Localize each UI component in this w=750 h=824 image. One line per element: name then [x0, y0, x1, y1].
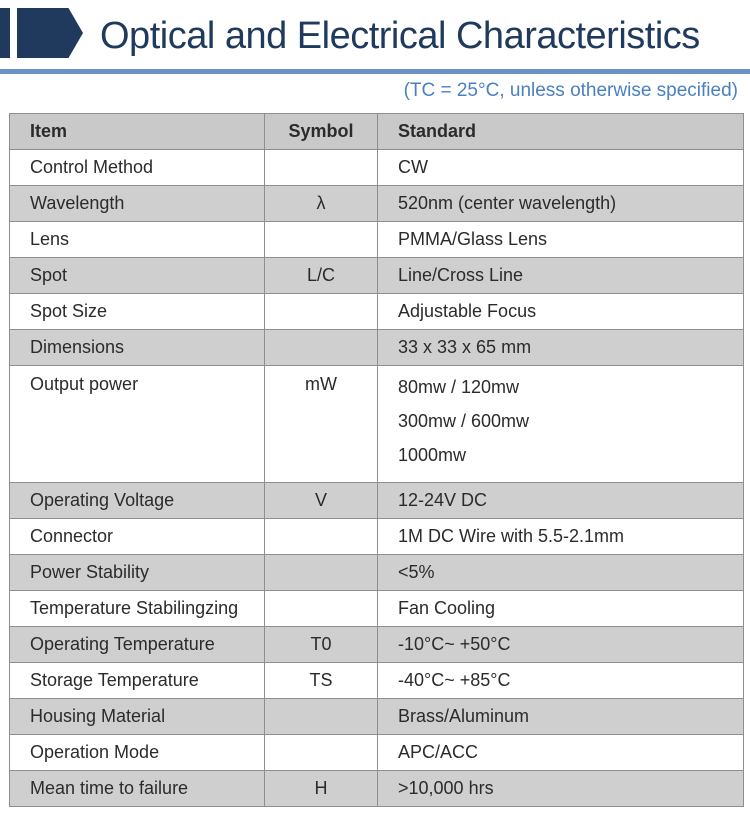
item-cell: Connector: [10, 519, 265, 555]
standard-cell: Brass/Aluminum: [378, 699, 744, 735]
item-cell: Spot: [10, 258, 265, 294]
item-cell: Operating Temperature: [10, 627, 265, 663]
item-cell: Operation Mode: [10, 735, 265, 771]
standard-cell: -40°C~ +85°C: [378, 663, 744, 699]
item-cell: Output power: [10, 366, 265, 483]
table-header-row: [10, 114, 744, 150]
item-cell: Mean time to failure: [10, 771, 265, 807]
table-row: [10, 483, 744, 519]
table-row: [10, 663, 744, 699]
symbol-cell: [265, 150, 378, 186]
item-cell: Spot Size: [10, 294, 265, 330]
standard-value-line: 80mw / 120mw: [398, 377, 520, 397]
table-row: [10, 735, 744, 771]
table-row: [10, 591, 744, 627]
symbol-cell: H: [265, 771, 378, 807]
item-cell: Power Stability: [10, 555, 265, 591]
standard-cell: 520nm (center wavelength): [378, 186, 744, 222]
table-row: [10, 330, 744, 366]
standard-cell: -10°C~ +50°C: [378, 627, 744, 663]
header-bar-decoration: [0, 8, 10, 58]
symbol-cell: [265, 330, 378, 366]
page-title: Optical and Electrical Characteristics: [100, 15, 700, 57]
symbol-cell: [265, 222, 378, 258]
table-row: [10, 186, 744, 222]
specification-table: [9, 113, 744, 807]
symbol-cell: T0: [265, 627, 378, 663]
standard-cell: APC/ACC: [378, 735, 744, 771]
item-cell: Storage Temperature: [10, 663, 265, 699]
table-row: [10, 258, 744, 294]
symbol-cell: [265, 519, 378, 555]
symbol-cell: L/C: [265, 258, 378, 294]
symbol-cell: V: [265, 483, 378, 519]
symbol-cell: [265, 555, 378, 591]
item-cell: Housing Material: [10, 699, 265, 735]
table-row: [10, 555, 744, 591]
item-cell: Temperature Stabilingzing: [10, 591, 265, 627]
standard-value-line: 300mw / 600mw: [398, 411, 530, 431]
standard-cell: Adjustable Focus: [378, 294, 744, 330]
header-arrow-decoration: [17, 8, 83, 58]
symbol-cell: [265, 294, 378, 330]
standard-value-line: 1000mw: [398, 445, 467, 465]
table-row: [10, 699, 744, 735]
symbol-cell: [265, 591, 378, 627]
standard-cell: 33 x 33 x 65 mm: [378, 330, 744, 366]
item-cell: Lens: [10, 222, 265, 258]
table-row: [10, 150, 744, 186]
standard-cell: Fan Cooling: [378, 591, 744, 627]
item-cell: Dimensions: [10, 330, 265, 366]
table-row: [10, 771, 744, 807]
table-row: [10, 294, 744, 330]
standard-cell: 1M DC Wire with 5.5-2.1mm: [378, 519, 744, 555]
table-row: [10, 222, 744, 258]
standard-cell: PMMA/Glass Lens: [378, 222, 744, 258]
item-cell: Wavelength: [10, 186, 265, 222]
symbol-cell: mW: [265, 366, 378, 483]
table-row: [10, 366, 744, 483]
standard-cell: CW: [378, 150, 744, 186]
item-cell: Control Method: [10, 150, 265, 186]
title-divider: [0, 69, 750, 74]
conditions-note: (TC = 25°C, unless otherwise specified): [403, 80, 738, 101]
column-header-symbol: Symbol: [265, 114, 378, 150]
table-row: [10, 519, 744, 555]
symbol-cell: [265, 735, 378, 771]
table-body: [10, 150, 744, 807]
standard-cell: <5%: [378, 555, 744, 591]
standard-cell: >10,000 hrs: [378, 771, 744, 807]
column-header-standard: Standard: [378, 114, 744, 150]
symbol-cell: TS: [265, 663, 378, 699]
standard-cell: 12-24V DC: [378, 483, 744, 519]
item-cell: Operating Voltage: [10, 483, 265, 519]
table-row: [10, 627, 744, 663]
symbol-cell: λ: [265, 186, 378, 222]
standard-cell: Line/Cross Line: [378, 258, 744, 294]
standard-cell: [378, 366, 744, 483]
symbol-cell: [265, 699, 378, 735]
column-header-item: Item: [10, 114, 265, 150]
